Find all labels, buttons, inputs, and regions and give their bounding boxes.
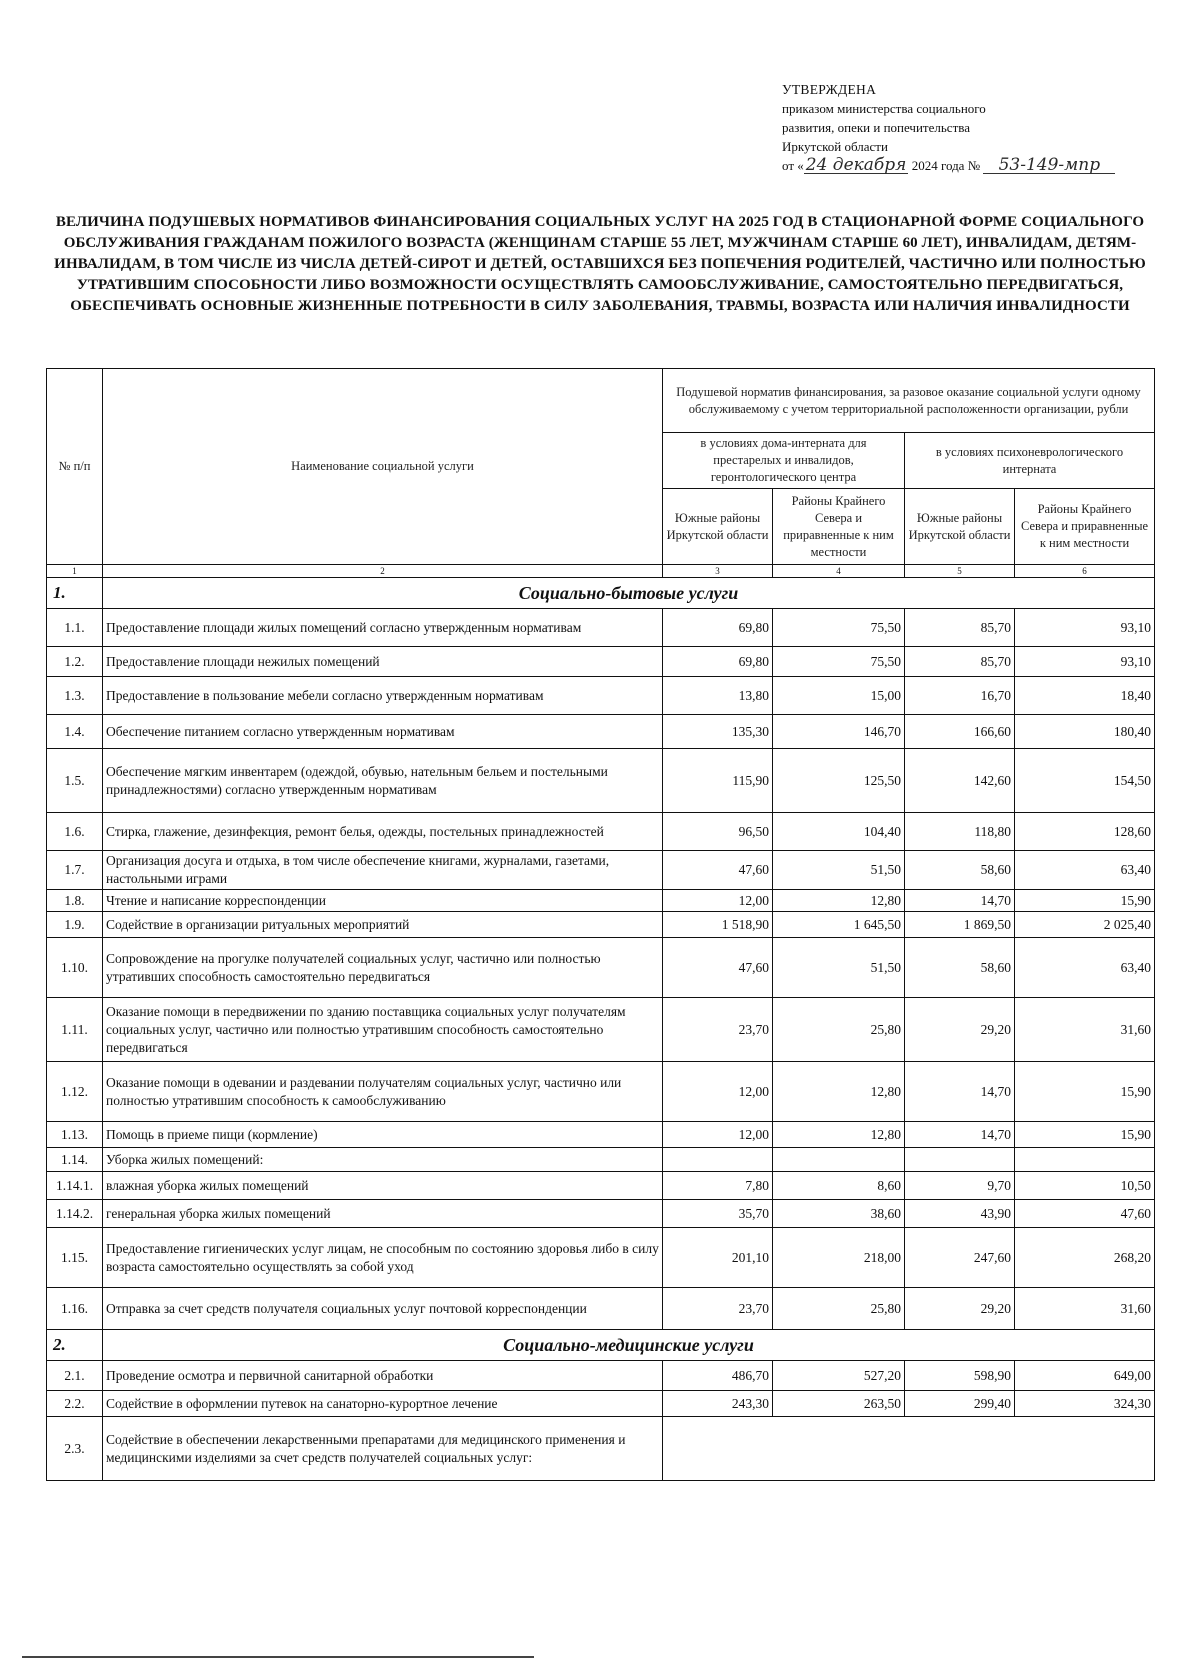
value-cell: 85,70 — [905, 609, 1015, 647]
row-number: 2.2. — [47, 1391, 103, 1417]
value-cell: 25,80 — [773, 1288, 905, 1330]
value-cell — [905, 1148, 1015, 1172]
value-cell: 14,70 — [905, 1062, 1015, 1122]
value-cell: 16,70 — [905, 677, 1015, 715]
service-name: Стирка, глажение, дезинфекция, ремонт белья, одежды, постельных принадлежностей — [103, 813, 663, 851]
header-number: № п/п — [47, 369, 103, 565]
section-row — [47, 578, 1155, 609]
value-cell — [663, 1148, 773, 1172]
service-name: Сопровождение на прогулке получателей социальных услуг, частично или полностью утративших способность самостоятельно передвигаться — [103, 938, 663, 998]
service-name: Обеспечение питанием согласно утвержденным нормативам — [103, 715, 663, 749]
row-number: 1.4. — [47, 715, 103, 749]
table-row — [47, 1417, 1155, 1481]
date-prefix: от « — [782, 158, 804, 173]
service-name: Оказание помощи в передвижении по зданию поставщика социальных услуг получателям социальных услуг, частично или полностью утратившим способность самостоятельно передвигаться — [103, 998, 663, 1062]
section-number: 2. — [47, 1330, 103, 1361]
table-row — [47, 1361, 1155, 1391]
section-title: Социально-медицинские услуги — [103, 1330, 1155, 1361]
value-cell: 69,80 — [663, 647, 773, 677]
value-cell: 29,20 — [905, 998, 1015, 1062]
row-number: 1.11. — [47, 998, 103, 1062]
value-cell: 12,00 — [663, 1062, 773, 1122]
column-index: 1 — [47, 565, 103, 578]
service-name: Отправка за счет средств получателя социальных услуг почтовой корреспонденции — [103, 1288, 663, 1330]
row-number: 1.10. — [47, 938, 103, 998]
value-cell: 1 518,90 — [663, 912, 773, 938]
row-number: 1.12. — [47, 1062, 103, 1122]
row-number: 1.6. — [47, 813, 103, 851]
table-row — [47, 1391, 1155, 1417]
handwritten-date: 24 декабря — [805, 155, 907, 175]
norms-table — [46, 368, 1155, 1481]
section-title: Социально-бытовые услуги — [103, 578, 1155, 609]
value-cell-empty — [663, 1417, 1155, 1481]
value-cell — [1015, 1148, 1155, 1172]
value-cell: 201,10 — [663, 1228, 773, 1288]
service-name: Предоставление площади нежилых помещений — [103, 647, 663, 677]
row-number: 1.14.2. — [47, 1200, 103, 1228]
header-norm: Подушевой норматив финансирования, за разовое оказание социальной услуги одному обслуживаемому с учетом территориальной расположенности организации, рубли — [663, 369, 1155, 433]
value-cell: 268,20 — [1015, 1228, 1155, 1288]
row-number: 1.14. — [47, 1148, 103, 1172]
value-cell: 7,80 — [663, 1172, 773, 1200]
table-row — [47, 1148, 1155, 1172]
value-cell: 58,60 — [905, 938, 1015, 998]
table-row — [47, 851, 1155, 890]
service-name: влажная уборка жилых помещений — [103, 1172, 663, 1200]
value-cell: 2 025,40 — [1015, 912, 1155, 938]
value-cell: 324,30 — [1015, 1391, 1155, 1417]
value-cell: 14,70 — [905, 1122, 1015, 1148]
value-cell: 486,70 — [663, 1361, 773, 1391]
value-cell: 13,80 — [663, 677, 773, 715]
column-index: 5 — [905, 565, 1015, 578]
approval-block — [782, 80, 1182, 175]
row-number: 1.9. — [47, 912, 103, 938]
value-cell: 23,70 — [663, 998, 773, 1062]
value-cell: 31,60 — [1015, 1288, 1155, 1330]
approval-line-2: приказом министерства социального — [782, 101, 986, 116]
header-north-2: Районы Крайнего Севера и приравненные к ним местности — [1015, 489, 1155, 565]
value-cell: 96,50 — [663, 813, 773, 851]
value-cell: 104,40 — [773, 813, 905, 851]
value-cell: 10,50 — [1015, 1172, 1155, 1200]
value-cell: 75,50 — [773, 609, 905, 647]
column-index: 4 — [773, 565, 905, 578]
service-name: Уборка жилых помещений: — [103, 1148, 663, 1172]
value-cell: 93,10 — [1015, 609, 1155, 647]
row-number: 1.16. — [47, 1288, 103, 1330]
service-name: Обеспечение мягким инвентарем (одеждой, обувью, нательным бельем и постельными принадлежностями) согласно утвержденным нормативам — [103, 749, 663, 813]
value-cell: 118,80 — [905, 813, 1015, 851]
value-cell: 299,40 — [905, 1391, 1015, 1417]
value-cell: 125,50 — [773, 749, 905, 813]
value-cell: 14,70 — [905, 890, 1015, 912]
value-cell: 47,60 — [1015, 1200, 1155, 1228]
value-cell: 51,50 — [773, 938, 905, 998]
table-row — [47, 749, 1155, 813]
value-cell: 128,60 — [1015, 813, 1155, 851]
value-cell: 47,60 — [663, 938, 773, 998]
table-row — [47, 1228, 1155, 1288]
value-cell: 51,50 — [773, 851, 905, 890]
document-title: ВЕЛИЧИНА ПОДУШЕВЫХ НОРМАТИВОВ ФИНАНСИРОВАНИЯ СОЦИАЛЬНЫХ УСЛУГ НА 2025 ГОД В СТАЦИОНАРНОЙ ФОРМЕ СОЦИАЛЬНОГО ОБСЛУЖИВАНИЯ ГРАЖДАНАМ ПОЖИЛОГО ВОЗРАСТА (ЖЕНЩИНАМ СТАРШЕ 55 ЛЕТ, МУЖЧИНАМ СТАРШЕ 60 ЛЕТ), ИНВАЛИДАМ, ДЕТЯМ-ИНВАЛИДАМ, В ТОМ ЧИСЛЕ ИЗ ЧИСЛА ДЕТЕЙ-СИРОТ И ДЕТЕЙ, ОСТАВШИХСЯ БЕЗ ПОПЕЧЕНИЯ РОДИТЕЛЕЙ, ЧАСТИЧНО ИЛИ ПОЛНОСТЬЮ УТРАТИВШИМ СПОСОБНОСТИ ЛИБО ВОЗМОЖНОСТИ ОСУЩЕСТВЛЯТЬ САМООБСЛУЖИВАНИЕ, САМОСТОЯТЕЛЬНО ПЕРЕДВИГАТЬСЯ, ОБЕСПЕЧИВАТЬ ОСНОВНЫЕ ЖИЗНЕННЫЕ ПОТРЕБНОСТИ В СИЛУ ЗАБОЛЕВАНИЯ, ТРАВМЫ, ВОЗРАСТА ИЛИ НАЛИЧИЯ ИНВАЛИДНОСТИ — [54, 214, 1146, 314]
row-number: 1.15. — [47, 1228, 103, 1288]
column-index-row — [47, 565, 1155, 578]
service-name: Предоставление в пользование мебели согласно утвержденным нормативам — [103, 677, 663, 715]
value-cell: 12,80 — [773, 1122, 905, 1148]
approval-heading: УТВЕРЖДЕНА — [782, 82, 877, 97]
value-cell: 142,60 — [905, 749, 1015, 813]
table-row — [47, 647, 1155, 677]
value-cell: 15,90 — [1015, 890, 1155, 912]
value-cell: 23,70 — [663, 1288, 773, 1330]
value-cell: 43,90 — [905, 1200, 1015, 1228]
approval-date-line — [782, 156, 1182, 175]
service-name: Организация досуга и отдыха, в том числе обеспечение книгами, журналами, газетами, настольными играми — [103, 851, 663, 890]
row-number: 1.7. — [47, 851, 103, 890]
table-row — [47, 1288, 1155, 1330]
header-north-1: Районы Крайнего Севера и приравненные к ним местности — [773, 489, 905, 565]
header-group-psycho-neuro: в условиях психоневрологического интерната — [905, 433, 1155, 489]
table-row — [47, 938, 1155, 998]
service-name: Оказание помощи в одевании и раздевании получателям социальных услуг, частично или полностью утратившим способность к самообслуживанию — [103, 1062, 663, 1122]
value-cell: 69,80 — [663, 609, 773, 647]
value-cell: 146,70 — [773, 715, 905, 749]
value-cell: 35,70 — [663, 1200, 773, 1228]
value-cell: 8,60 — [773, 1172, 905, 1200]
handwritten-order-number: 53-149-мпр — [983, 157, 1115, 174]
service-name: Предоставление площади жилых помещений согласно утвержденным нормативам — [103, 609, 663, 647]
table-row — [47, 609, 1155, 647]
value-cell: 154,50 — [1015, 749, 1155, 813]
table-row — [47, 1200, 1155, 1228]
value-cell: 58,60 — [905, 851, 1015, 890]
table-row — [47, 715, 1155, 749]
service-name: Помощь в приеме пищи (кормление) — [103, 1122, 663, 1148]
value-cell: 15,90 — [1015, 1122, 1155, 1148]
header-south-1: Южные районы Иркутской области — [663, 489, 773, 565]
value-cell: 15,00 — [773, 677, 905, 715]
value-cell: 180,40 — [1015, 715, 1155, 749]
value-cell: 93,10 — [1015, 647, 1155, 677]
value-cell: 263,50 — [773, 1391, 905, 1417]
value-cell: 25,80 — [773, 998, 905, 1062]
row-number: 2.1. — [47, 1361, 103, 1391]
table-row — [47, 1062, 1155, 1122]
row-number: 1.2. — [47, 647, 103, 677]
value-cell: 18,40 — [1015, 677, 1155, 715]
row-number: 1.8. — [47, 890, 103, 912]
table-row — [47, 1172, 1155, 1200]
value-cell: 1 645,50 — [773, 912, 905, 938]
table-body — [47, 578, 1155, 1481]
service-name: Чтение и написание корреспонденции — [103, 890, 663, 912]
value-cell: 9,70 — [905, 1172, 1015, 1200]
row-number: 1.3. — [47, 677, 103, 715]
table-row — [47, 912, 1155, 938]
value-cell: 12,80 — [773, 1062, 905, 1122]
value-cell: 63,40 — [1015, 851, 1155, 890]
section-row — [47, 1330, 1155, 1361]
value-cell: 598,90 — [905, 1361, 1015, 1391]
table-row — [47, 677, 1155, 715]
table-row — [47, 813, 1155, 851]
service-name: Содействие в обеспечении лекарственными препаратами для медицинского применения и медицинскими изделиями за счет средств получателей социальных услуг: — [103, 1417, 663, 1481]
header-service-name: Наименование социальной услуги — [103, 369, 663, 565]
header-south-2: Южные районы Иркутской области — [905, 489, 1015, 565]
header-group-nursing-home: в условиях дома-интерната для престарелых и инвалидов, геронтологического центра — [663, 433, 905, 489]
column-index: 6 — [1015, 565, 1155, 578]
row-number: 1.14.1. — [47, 1172, 103, 1200]
row-number: 2.3. — [47, 1417, 103, 1481]
service-name: Содействие в оформлении путевок на санаторно-курортное лечение — [103, 1391, 663, 1417]
value-cell: 243,30 — [663, 1391, 773, 1417]
value-cell: 12,80 — [773, 890, 905, 912]
service-name: Проведение осмотра и первичной санитарной обработки — [103, 1361, 663, 1391]
value-cell: 12,00 — [663, 890, 773, 912]
table-row — [47, 998, 1155, 1062]
value-cell — [773, 1148, 905, 1172]
value-cell: 166,60 — [905, 715, 1015, 749]
value-cell: 75,50 — [773, 647, 905, 677]
value-cell: 63,40 — [1015, 938, 1155, 998]
value-cell: 31,60 — [1015, 998, 1155, 1062]
value-cell: 15,90 — [1015, 1062, 1155, 1122]
value-cell: 47,60 — [663, 851, 773, 890]
section-number: 1. — [47, 578, 103, 609]
row-number: 1.13. — [47, 1122, 103, 1148]
value-cell: 85,70 — [905, 647, 1015, 677]
year-text: 2024 года № — [908, 158, 984, 173]
value-cell: 247,60 — [905, 1228, 1015, 1288]
value-cell: 135,30 — [663, 715, 773, 749]
value-cell: 527,20 — [773, 1361, 905, 1391]
value-cell: 218,00 — [773, 1228, 905, 1288]
value-cell: 115,90 — [663, 749, 773, 813]
row-number: 1.1. — [47, 609, 103, 647]
service-name: Предоставление гигиенических услуг лицам, не способным по состоянию здоровья либо в силу возраста самостоятельно осуществлять за собой уход — [103, 1228, 663, 1288]
value-cell: 12,00 — [663, 1122, 773, 1148]
approval-line-3: развития, опеки и попечительства — [782, 120, 970, 135]
footer-divider — [22, 1656, 534, 1658]
value-cell: 29,20 — [905, 1288, 1015, 1330]
table-row — [47, 1122, 1155, 1148]
value-cell: 38,60 — [773, 1200, 905, 1228]
column-index: 3 — [663, 565, 773, 578]
approval-line-4: Иркутской области — [782, 139, 888, 154]
row-number: 1.5. — [47, 749, 103, 813]
service-name: генеральная уборка жилых помещений — [103, 1200, 663, 1228]
value-cell: 649,00 — [1015, 1361, 1155, 1391]
column-index: 2 — [103, 565, 663, 578]
value-cell: 1 869,50 — [905, 912, 1015, 938]
service-name: Содействие в организации ритуальных мероприятий — [103, 912, 663, 938]
table-row — [47, 890, 1155, 912]
